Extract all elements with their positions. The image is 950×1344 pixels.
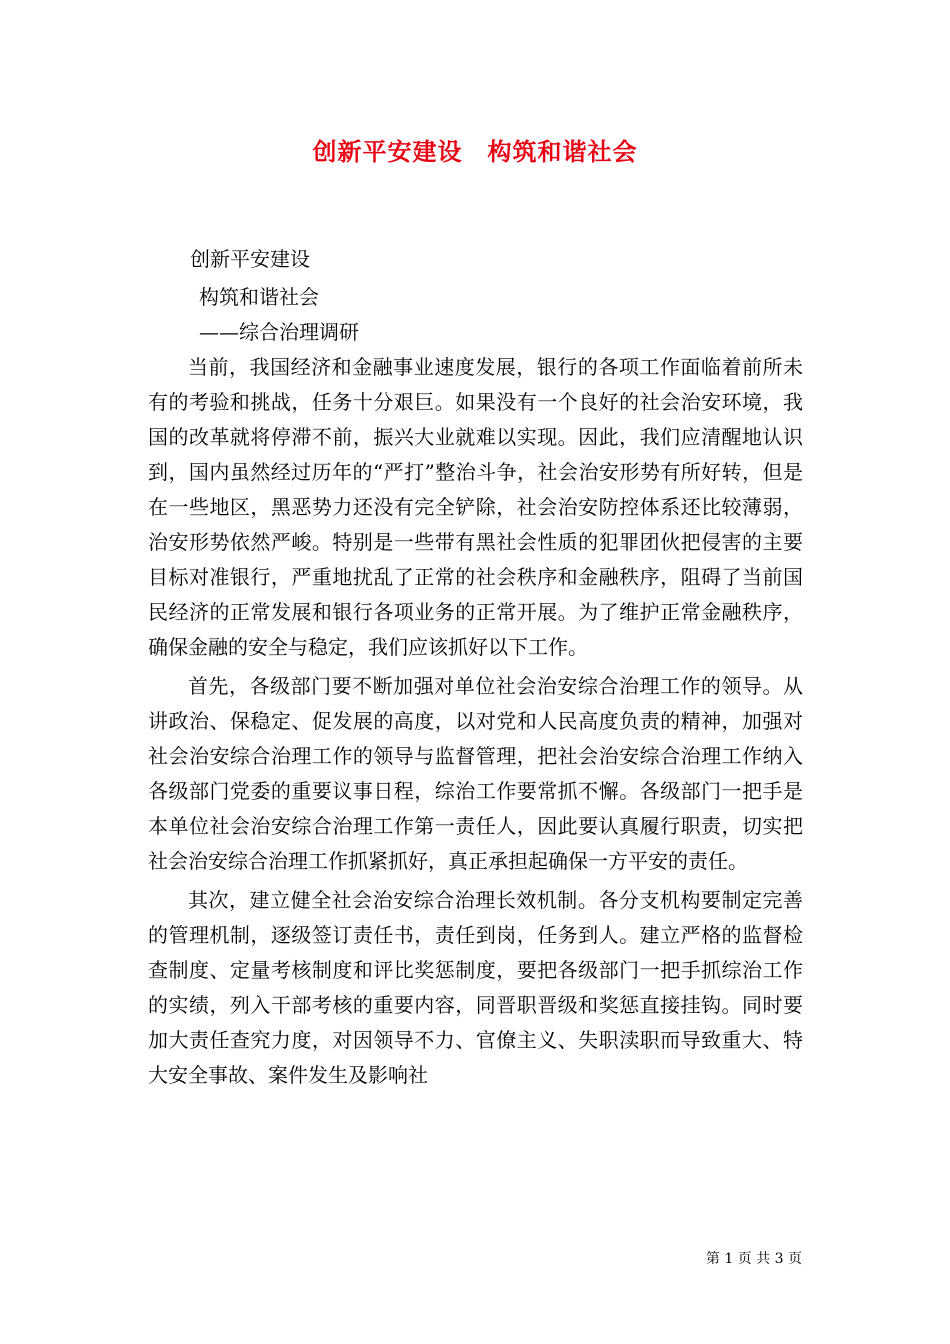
body-paragraph-2: 首先，各级部门要不断加强对单位社会治安综合治理工作的领导。从讲政治、保稳定、促发展的高度，以对党和人民高度负责的精神，加强对社会治安综合治理工作的领导与监督管理，把社会治安综合治理工作纳入各级部门党委的重要议事日程，综治工作要常抓不懈。各级部门一把手是本单位社会治安综合治理工作第一责任人，因此要认真履行职责，切实把社会治安综合治理工作抓紧抓好，真正承担起确保一方平安的责任。 [148, 674, 803, 873]
document-body [148, 350, 803, 1097]
page-number-footer: 第 1 页 共 3 页 [705, 1251, 802, 1267]
subtitle-line-1: 创新平安建设 [190, 247, 310, 271]
subtitle-line-2: 构筑和谐社会 [199, 285, 319, 309]
subtitle-line-3: ——综合治理调研 [199, 320, 359, 344]
body-paragraph-1: 当前，我国经济和金融事业速度发展，银行的各项工作面临着前所未有的考验和挑战，任务十分艰巨。如果没有一个良好的社会治安环境，我国的改革就将停滞不前，振兴大业就难以实现。因此，我们应清醒地认识到，国内虽然经过历年的“严打”整治斗争，社会治安形势有所好转，但是在一些地区，黑恶势力还没有完全铲除，社会治安防控体系还比较薄弱，治安形势依然严峻。特别是一些带有黑社会性质的犯罪团伙把侵害的主要目标对准银行，严重地扰乱了正常的社会秩序和金融秩序，阻碍了当前国民经济的正常发展和银行各项业务的正常开展。为了维护正常金融秩序，确保金融的安全与稳定，我们应该抓好以下工作。 [148, 355, 803, 659]
document-title: 创新平安建设 构筑和谐社会 [312, 137, 638, 166]
body-paragraph-3: 其次，建立健全社会治安综合治理长效机制。各分支机构要制定完善的管理机制，逐级签订责任书，责任到岗，任务到人。建立严格的监督检查制度、定量考核制度和评比奖惩制度，要把各级部门一把手抓综治工作的实绩，列入干部考核的重要内容，同晋职晋级和奖惩直接挂钩。同时要加大责任查究力度，对因领导不力、官僚主义、失职渎职而导致重大、特大安全事故、案件发生及影响社 [148, 888, 803, 1087]
